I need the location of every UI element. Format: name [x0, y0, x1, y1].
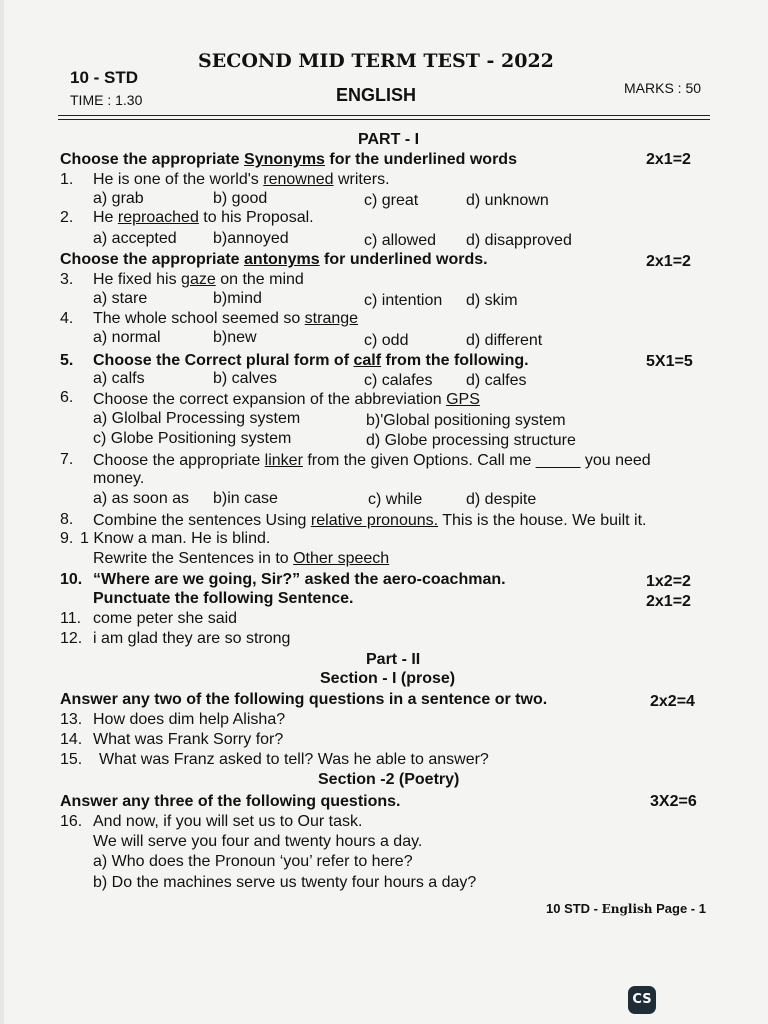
question-5-option-b: b) calves — [213, 370, 278, 387]
part2-heading: Part - II — [366, 651, 421, 668]
question-4-option-d: d) different — [466, 332, 543, 349]
question-5-marks: 5X1=5 — [646, 353, 693, 370]
question-2-text: He reproached to his Proposal. — [93, 209, 314, 226]
question-13-number: 13. — [60, 711, 83, 728]
question-3-option-d: d) skim — [466, 292, 518, 309]
question-1-text: He is one of the world's renowned writers. — [93, 171, 390, 188]
question-7-text: Choose the appropriate linker from the given Options. Call me _____ you need — [93, 452, 651, 469]
question-6-text: Choose the correct expansion of the abbreviation GPS — [93, 391, 480, 408]
question-5-text: Choose the Correct plural form of calf from the following. — [93, 352, 529, 369]
marks-label: MARKS : 50 — [624, 80, 702, 96]
header-divider-top — [58, 115, 710, 116]
question-2-option-b: b)annoyed — [213, 230, 289, 247]
question-1-option-d: d) unknown — [466, 192, 549, 209]
prose-marks: 2x2=4 — [650, 693, 695, 710]
synonyms-marks: 2x1=2 — [646, 151, 691, 168]
antonyms-instruction: Choose the appropriate antonyms for underlined words. — [60, 251, 488, 268]
question-3-number: 3. — [60, 271, 74, 288]
question-7-option-c: c) while — [368, 491, 423, 508]
question-2-option-a: a) accepted — [93, 230, 177, 247]
question-12-number: 12. — [60, 630, 83, 647]
page-edge-shadow — [0, 0, 4, 1024]
poetry-marks: 3X2=6 — [650, 793, 697, 810]
question-10-text: “Where are we going, Sir?” asked the aero-coachman. — [93, 571, 506, 588]
question-4-number: 4. — [60, 310, 74, 327]
question-11-number: 11. — [60, 610, 82, 627]
question-1-option-c: c) great — [364, 192, 419, 209]
question-5-option-c: c) calafes — [364, 372, 433, 389]
question-2-number: 2. — [60, 209, 74, 226]
section2-heading: Section -2 (Poetry) — [318, 771, 460, 788]
question-6-option-c: c) Globe Positioning system — [93, 430, 292, 447]
question-1-number: 1. — [60, 171, 74, 188]
question-15-number: 15. — [60, 751, 83, 768]
question-10-number: 10. — [60, 571, 83, 588]
question-15-text: What was Franz asked to tell? Was he able to answer? — [99, 751, 489, 768]
header-divider-bottom — [58, 119, 710, 120]
question-6-option-d: d) Globe processing structure — [366, 432, 576, 449]
antonyms-marks: 2x1=2 — [646, 253, 691, 270]
subject-label: ENGLISH — [336, 85, 417, 105]
prose-instruction: Answer any two of the following questions in a sentence or two. — [60, 691, 548, 708]
question-7-number: 7. — [60, 451, 74, 468]
camscanner-badge: CS — [628, 986, 656, 1014]
punctuate-marks: 2x1=2 — [646, 593, 691, 610]
question-9-text: 1 Know a man. He is blind. — [80, 530, 271, 547]
punctuate-instruction: Punctuate the following Sentence. — [93, 590, 354, 607]
question-5-number: 5. — [60, 352, 74, 369]
question-8-number: 8. — [60, 511, 74, 528]
question-5-option-a: a) calfs — [93, 370, 145, 387]
question-3-option-a: a) stare — [93, 290, 148, 307]
question-4-option-c: c) odd — [364, 332, 409, 349]
question-2-option-d: d) disapproved — [466, 232, 572, 249]
question-7-option-d: d) despite — [466, 491, 537, 508]
question-3-option-c: c) intention — [364, 292, 443, 309]
question-6-number: 6. — [60, 389, 74, 406]
question-5-option-d: d) calfes — [466, 372, 527, 389]
question-14-text: What was Frank Sorry for? — [93, 731, 284, 748]
question-7-option-a: a) as soon as — [93, 490, 190, 507]
poetry-instruction: Answer any three of the following questions. — [60, 793, 401, 810]
page-footer: 10 STD - English Page - 1 — [546, 901, 706, 916]
question-13-text: How does dim help Alisha? — [93, 711, 286, 728]
question-12-text: i am glad they are so strong — [93, 630, 291, 647]
question-2-option-c: c) allowed — [364, 232, 437, 249]
class-label: 10 - STD — [70, 68, 139, 87]
question-8-text: Combine the sentences Using relative pronouns. This is the house. We built it. — [93, 512, 647, 529]
question-3-text: He fixed his gaze on the mind — [93, 271, 304, 288]
question-10-marks: 1x2=2 — [646, 573, 691, 590]
synonyms-instruction: Choose the appropriate Synonyms for the underlined words — [60, 151, 517, 168]
question-16-subquestion-a: a) Who does the Pronoun ‘you’ refer to here? — [93, 853, 413, 870]
question-4-option-a: a) normal — [93, 329, 161, 346]
question-4-text: The whole school seemed so strange — [93, 310, 359, 327]
question-1-option-a: a) grab — [93, 190, 144, 207]
part1-heading: PART - I — [358, 131, 420, 148]
exam-title: SECOND MID TERM TEST - 2022 — [198, 50, 554, 72]
question-7-option-b: b)in case — [213, 490, 278, 507]
section1-heading: Section - I (prose) — [320, 670, 456, 687]
question-6-option-a: a) Glolbal Processing system — [93, 410, 301, 427]
question-7-continuation: money. — [93, 470, 145, 487]
time-label: TIME : 1.30 — [70, 92, 143, 108]
question-9-number: 9. — [60, 530, 74, 547]
question-14-number: 14. — [60, 731, 83, 748]
question-16-number: 16. — [60, 813, 83, 830]
question-16-subquestion-b: b) Do the machines serve us twenty four hours a day? — [93, 874, 477, 891]
question-16-line-1: And now, if you will set us to Our task. — [93, 813, 363, 830]
question-1-option-b: b) good — [213, 190, 268, 207]
question-11-text: come peter she said — [93, 610, 238, 627]
question-16-line-2: We will serve you four and twenty hours a day. — [93, 833, 423, 850]
question-4-option-b: b)new — [213, 329, 257, 346]
question-6-option-b: b)'Global positioning system — [366, 412, 566, 429]
rewrite-instruction: Rewrite the Sentences in to Other speech — [93, 550, 390, 567]
question-3-option-b: b)mind — [213, 290, 262, 307]
